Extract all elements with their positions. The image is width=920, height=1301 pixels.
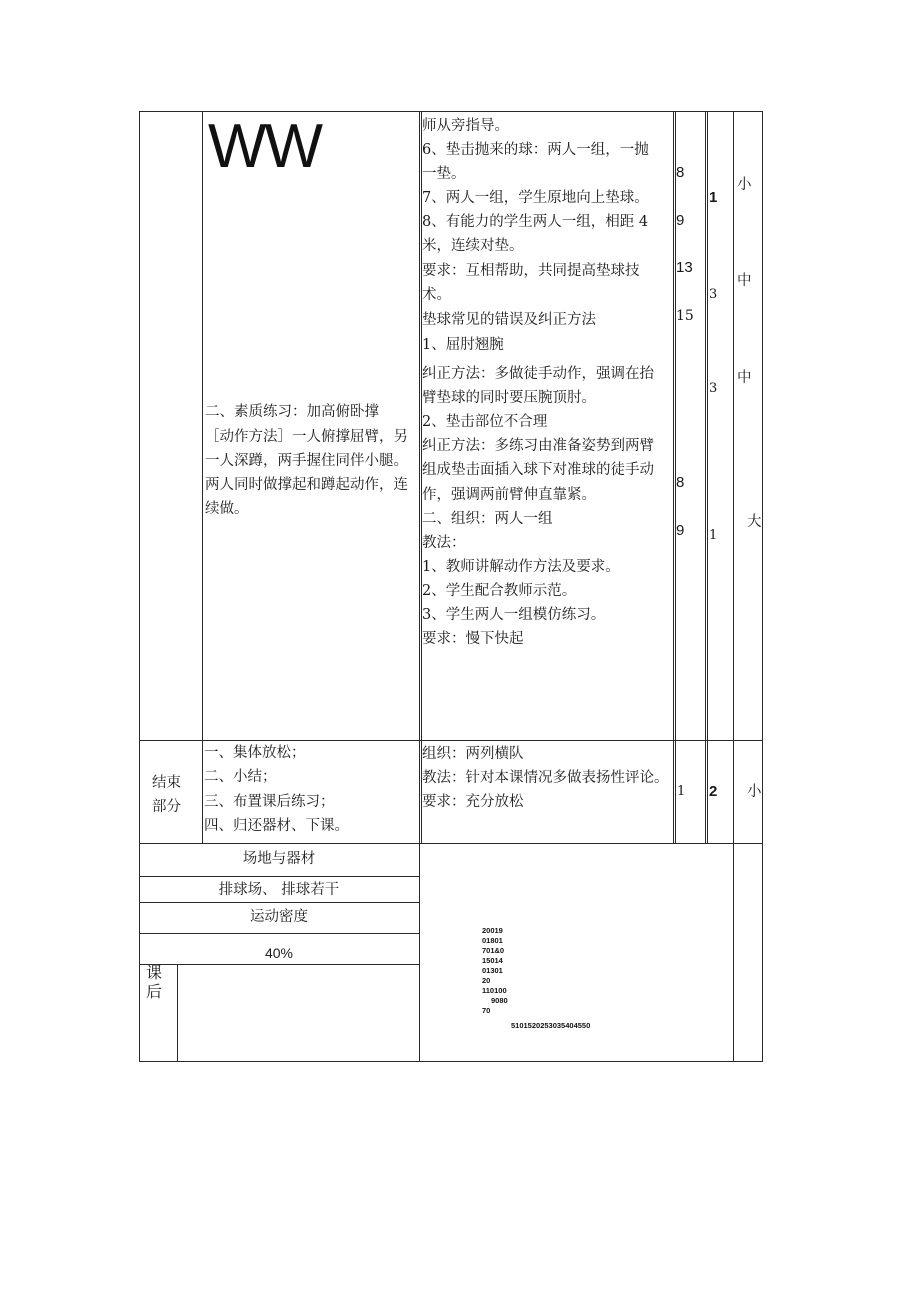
time-value: 13 [676,259,693,276]
org-line: 2、垫击部位不合理 [422,414,548,430]
time-value: 9 [676,522,685,539]
time-value: 8 [676,164,685,181]
density-label: 运动密度 [250,909,308,925]
time-value: 9 [676,212,685,229]
after-class-label: 课后 [146,963,163,1001]
chart-y-line: 110100 [482,986,507,995]
org-line: 教法： [422,535,466,551]
chart-y-line: 701&0 [482,946,505,955]
intensity-value: 中 [737,370,752,386]
ending-org-line: 要求：充分放松 [422,794,524,810]
ending-label: 结束部分 [152,775,181,815]
chart-y-line: 20 [482,976,491,985]
stray-heading-ww: WW [208,112,322,181]
org-line: 米，连续对垫。 [422,238,524,254]
org-line: 8、有能力的学生两人一组，相距 4 [422,214,649,230]
ending-time: 1 [677,784,686,799]
intensity-value: 中 [737,273,752,289]
count-value: 1 [709,528,718,543]
chart-y-line: 01301 [482,966,503,975]
count-value: 1 [709,189,718,206]
org-line: 二、组织：两人一组 [422,511,553,527]
org-line: 臂垫球的同时要压腕顶肘。 [422,390,596,406]
chart-y-line: 9080 [491,996,508,1005]
chart-y-line: 20019 [482,926,503,935]
org-line: 7、两人一组，学生原地向上垫球。 [422,190,649,206]
left-item: ［动作方法］一人俯撑屈臂，另 [205,429,408,445]
ending-item: 一、集体放松； [204,745,306,761]
chart-y-line: 15014 [482,956,503,965]
org-line: 1、屈肘翘腕 [422,337,504,353]
ending-item: 二、小结； [204,769,277,785]
chart-y-line: 01801 [482,936,503,945]
ending-item: 四、归还器材、下课。 [204,818,349,834]
org-line: 要求：互相帮助，共同提高垫球技 [422,263,640,279]
left-item: 一人深蹲，两手握住同伴小腿。 [205,453,408,469]
ending-org-line: 组织：两列横队 [422,746,524,762]
org-line: 6、垫击抛来的球：两人一组，一抛 [422,142,649,158]
org-line: 纠正方法：多做徒手动作，强调在抬 [422,366,654,382]
ending-count: 2 [709,783,718,800]
count-value: 3 [709,381,718,396]
density-value: 40% [264,945,294,961]
ending-item: 三、布置课后练习； [204,794,335,810]
venue-label: 场地与器材 [242,851,316,867]
chart-y-line: 70 [482,1006,491,1015]
intensity-value: 小 [737,177,752,193]
ending-intensity: 小 [747,784,762,800]
time-value: 8 [676,474,685,491]
org-line: 纠正方法：多练习由准备姿势到两臂 [422,438,654,454]
org-line: 组成垫击面插入球下对准球的徒手动 [422,462,654,478]
org-line: 术。 [422,287,451,303]
org-line: 1、教师讲解动作方法及要求。 [422,559,620,575]
org-line: 3、学生两人一组模仿练习。 [422,607,606,623]
time-value: 15 [676,308,694,324]
count-value: 3 [709,287,718,302]
left-item: 续做。 [205,501,249,517]
org-line: 垫球常见的错误及纠正方法 [422,312,596,328]
left-item: 二、素质练习：加高俯卧撑 [205,404,379,420]
org-line: 师从旁指导。 [422,118,509,134]
org-line: 作，强调两前臂伸直靠紧。 [422,487,596,503]
left-item: 两人同时做撑起和蹲起动作，连 [205,477,408,493]
chart-x-line: 5101520253035404550 [511,1021,591,1030]
org-line: 一垫。 [422,166,466,182]
intensity-value: 大 [747,514,762,530]
ending-org-line: 教法：针对本课情况多做表扬性评论。 [422,770,669,786]
venue-value: 排球场、 排球若干 [218,882,340,898]
org-line: 要求：慢下快起 [422,631,524,647]
org-line: 2、学生配合教师示范。 [422,583,577,599]
